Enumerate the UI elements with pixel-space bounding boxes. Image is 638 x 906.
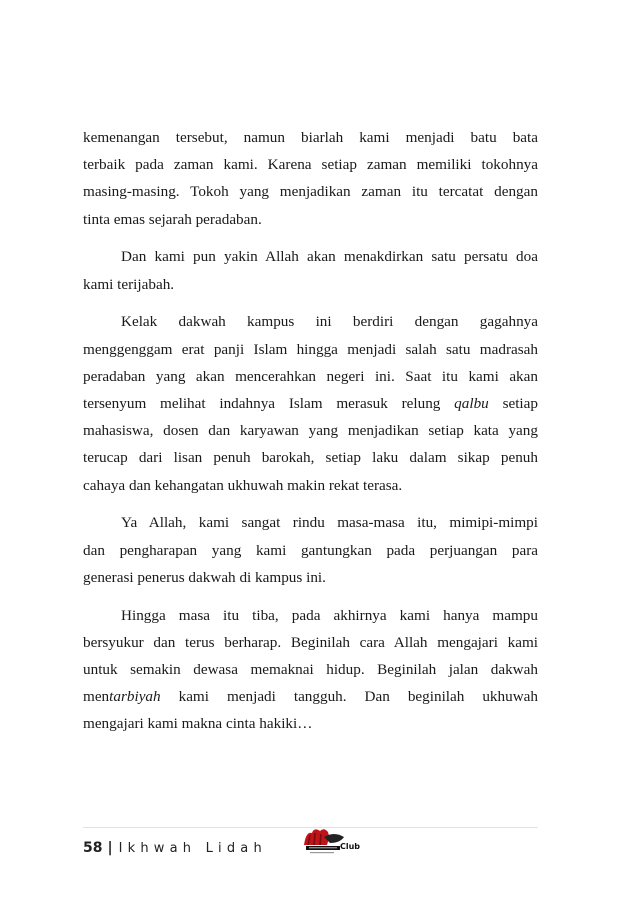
text-run: cahaya dan kehangatan ukhuwah makin rekat terasa. (83, 476, 403, 494)
text-run: setiap (488, 395, 538, 413)
text-line (83, 444, 538, 471)
paragraph (83, 124, 538, 233)
text-run: men (83, 688, 110, 706)
text-run: kami terijabah. (83, 275, 175, 293)
text-run: dan pengharapan yang kami gantungkan pada perjuangan para (83, 541, 538, 559)
text-line (83, 206, 538, 233)
page-body (83, 124, 538, 748)
text-run: generasi penerus dakwah di kampus ini. (83, 568, 326, 586)
text-line (83, 178, 538, 205)
text-run: Dan kami pun yakin Allah akan menakdirkan satu persatu doa (121, 248, 538, 266)
text-line (83, 602, 538, 629)
text-line (83, 151, 538, 178)
text-run: peradaban yang akan mencerahkan negeri ini. Saat itu kami akan (83, 367, 538, 385)
text-line (83, 124, 538, 151)
text-run: menggenggam erat panji Islam hingga menjadi salah satu madrasah (83, 340, 538, 358)
text-line (83, 243, 538, 270)
text-line (83, 336, 538, 363)
text-run: kami menjadi tangguh. Dan beginilah ukhuwah (160, 688, 538, 706)
text-run: tersenyum melihat indahnya Islam merasuk relung (83, 395, 455, 413)
footer-separator: | (107, 840, 113, 856)
page-number: 58 (83, 840, 103, 856)
text-run: Ya Allah, kami sangat rindu masa-masa itu, mimipi-mimpi (121, 514, 538, 532)
text-run: terucap dari lisan penuh barokah, setiap laku dalam sikap penuh (83, 449, 538, 467)
page-footer (83, 836, 267, 860)
text-run: untuk semakin dewasa memaknai hidup. Beginilah jalan dakwah (83, 661, 538, 679)
text-line (83, 271, 538, 298)
text-line (83, 564, 538, 591)
text-run: tinta emas sejarah peradaban. (83, 210, 262, 228)
italic-term: tarbiyah (109, 688, 161, 706)
logo-graphic (300, 823, 366, 859)
text-line (83, 390, 538, 417)
text-run: masing-masing. Tokoh yang menjadikan zaman itu tercatat dengan (83, 183, 538, 201)
text-run: Hingga masa itu tiba, pada akhirnya kami hanya mampu (121, 606, 538, 624)
text-line (83, 710, 538, 737)
text-line (83, 629, 538, 656)
paragraph (83, 308, 538, 498)
text-line (83, 509, 538, 536)
text-line (83, 363, 538, 390)
text-run: Kelak dakwah kampus ini berdiri dengan gagahnya (121, 313, 538, 331)
text-line (83, 537, 538, 564)
text-run: mahasiswa, dosen dan karyawan yang menjadikan setiap kata yang (83, 422, 538, 440)
text-line (83, 472, 538, 499)
text-line (83, 656, 538, 683)
paragraph (83, 602, 538, 738)
text-line (83, 683, 538, 710)
text-run: mengajari kami makna cinta hakiki… (83, 715, 313, 733)
italic-term: qalbu (454, 395, 489, 413)
text-line (83, 308, 538, 335)
publisher-logo (300, 823, 366, 859)
paragraph (83, 243, 538, 297)
text-line (83, 417, 538, 444)
logo-text: Club (340, 842, 361, 851)
text-run: kemenangan tersebut, namun biarlah kami menjadi batu bata (83, 129, 538, 146)
paragraph (83, 509, 538, 591)
book-title: Ikhwah Lidah (118, 840, 267, 856)
text-run: terbaik pada zaman kami. Karena setiap zaman memiliki tokohnya (83, 156, 538, 174)
text-run: bersyukur dan terus berharap. Beginilah cara Allah mengajari kami (83, 633, 538, 651)
